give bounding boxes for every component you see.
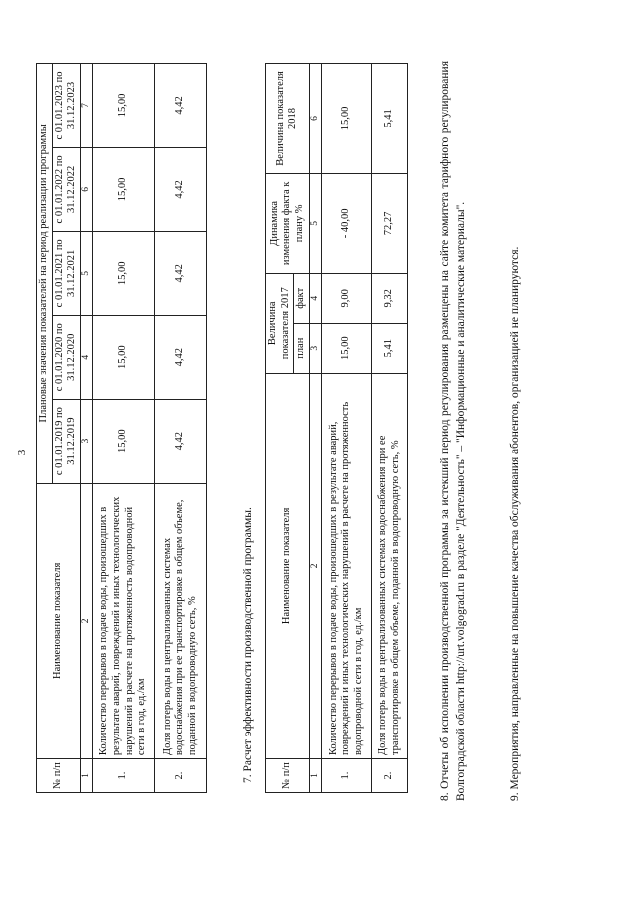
index-cell: 6 bbox=[309, 64, 321, 174]
value-cell: 4,42 bbox=[155, 231, 207, 315]
index-cell: 1 bbox=[80, 759, 92, 793]
index-cell: 1 bbox=[309, 759, 321, 793]
index-cell: 5 bbox=[309, 173, 321, 273]
index-cell: 2 bbox=[309, 373, 321, 758]
row-name: Доля потерь воды в централизованных системах водоснабжения при ее транспортировке в общем объеме, поданной в водопроводную сеть, % bbox=[372, 373, 408, 758]
table1-period: с 01.01.2023 по 31.12.2023 bbox=[52, 64, 80, 148]
fact-cell: 9,00 bbox=[322, 273, 372, 323]
value-cell: 4,42 bbox=[155, 399, 207, 483]
value-2018-cell: 15,00 bbox=[322, 64, 372, 174]
row-name: Доля потерь воды в централизованных системах водоснабжения при ее транспортировке в общем объеме, поданной в водопроводную сеть, % bbox=[155, 483, 207, 758]
table2-head-plan: план bbox=[294, 323, 310, 373]
row-num: 2. bbox=[155, 759, 207, 793]
value-cell: 4,42 bbox=[155, 64, 207, 148]
plan-cell: 15,00 bbox=[322, 323, 372, 373]
dynamics-cell: 72,27 bbox=[372, 173, 408, 273]
index-cell: 6 bbox=[80, 147, 92, 231]
efficiency-table bbox=[265, 63, 408, 793]
table1-index-row bbox=[80, 64, 92, 793]
table1-period: с 01.01.2020 по 31.12.2020 bbox=[52, 315, 80, 399]
paragraph-9: 9. Мероприятия, направленные на повышение качества обслуживания абонентов, организацией не планируются. bbox=[508, 246, 521, 801]
table2-head-num: № п/п bbox=[266, 759, 310, 793]
paragraph-8: 8. Отчеты об исполнении производственной программы за истекший период регулирования размещены на сайте комитета тарифного регулирования Волгоградской области http://urt.volgograd.ru в разделе "Деятельность" – "Информационные и аналитические материалы". bbox=[438, 61, 468, 801]
index-cell: 5 bbox=[80, 231, 92, 315]
index-cell: 4 bbox=[309, 273, 321, 323]
table2-head-name: Наименование показателя bbox=[266, 373, 310, 758]
value-cell: 4,42 bbox=[155, 147, 207, 231]
dynamics-cell: - 40,00 bbox=[322, 173, 372, 273]
table1-period: с 01.01.2021 по 31.12.2021 bbox=[52, 231, 80, 315]
index-cell: 2 bbox=[80, 483, 92, 758]
table1-head-group: Плановые значения показателей на период реализации программы bbox=[37, 64, 53, 484]
table1-head-name: Наименование показателя bbox=[37, 483, 81, 758]
table2-head-val2017: Величина показателя 2017 bbox=[266, 273, 294, 373]
planned-indicators-table bbox=[36, 63, 207, 793]
table2-header-row bbox=[266, 64, 294, 793]
table1-period: с 01.01.2022 по 31.12.2022 bbox=[52, 147, 80, 231]
index-cell: 4 bbox=[80, 315, 92, 399]
row-name: Количество перерывов в подаче воды, произошедших в результате аварий, повреждений и иных технологических нарушений в расчете на протяженность водопроводной сети в год, ед./км bbox=[322, 373, 372, 758]
index-cell: 7 bbox=[80, 64, 92, 148]
table2-head-val2018: Величина показателя 2018 bbox=[266, 64, 310, 174]
index-cell: 3 bbox=[309, 323, 321, 373]
table1-head-num: № п/п bbox=[37, 759, 81, 793]
value-cell: 15,00 bbox=[93, 231, 155, 315]
row-num: 1. bbox=[322, 759, 372, 793]
row-num: 2. bbox=[372, 759, 408, 793]
table-row bbox=[322, 64, 372, 793]
table-row bbox=[372, 64, 408, 793]
value-2018-cell: 5,41 bbox=[372, 64, 408, 174]
table1-header-row bbox=[37, 64, 53, 793]
table-row bbox=[93, 64, 155, 793]
row-num: 1. bbox=[93, 759, 155, 793]
table2-head-dynamics: Динамика изменения факта к плану % bbox=[266, 173, 310, 273]
table2-head-fact: факт bbox=[294, 273, 310, 323]
row-name: Количество перерывов в подаче воды, произошедших в результате аварий, повреждений и иных технологических нарушений в расчете на протяженность водопроводной сети в год, ед./км bbox=[93, 483, 155, 758]
value-cell: 15,00 bbox=[93, 315, 155, 399]
value-cell: 15,00 bbox=[93, 399, 155, 483]
table1-period: с 01.01.2019 по 31.12.2019 bbox=[52, 399, 80, 483]
value-cell: 4,42 bbox=[155, 315, 207, 399]
table2-index-row bbox=[309, 64, 321, 793]
table-row bbox=[155, 64, 207, 793]
fact-cell: 9,32 bbox=[372, 273, 408, 323]
section-7-caption: 7. Расчет эффективности производственной программы. bbox=[242, 507, 254, 783]
index-cell: 3 bbox=[80, 399, 92, 483]
page-number: 3 bbox=[16, 449, 28, 456]
plan-cell: 5,41 bbox=[372, 323, 408, 373]
value-cell: 15,00 bbox=[93, 147, 155, 231]
value-cell: 15,00 bbox=[93, 64, 155, 148]
